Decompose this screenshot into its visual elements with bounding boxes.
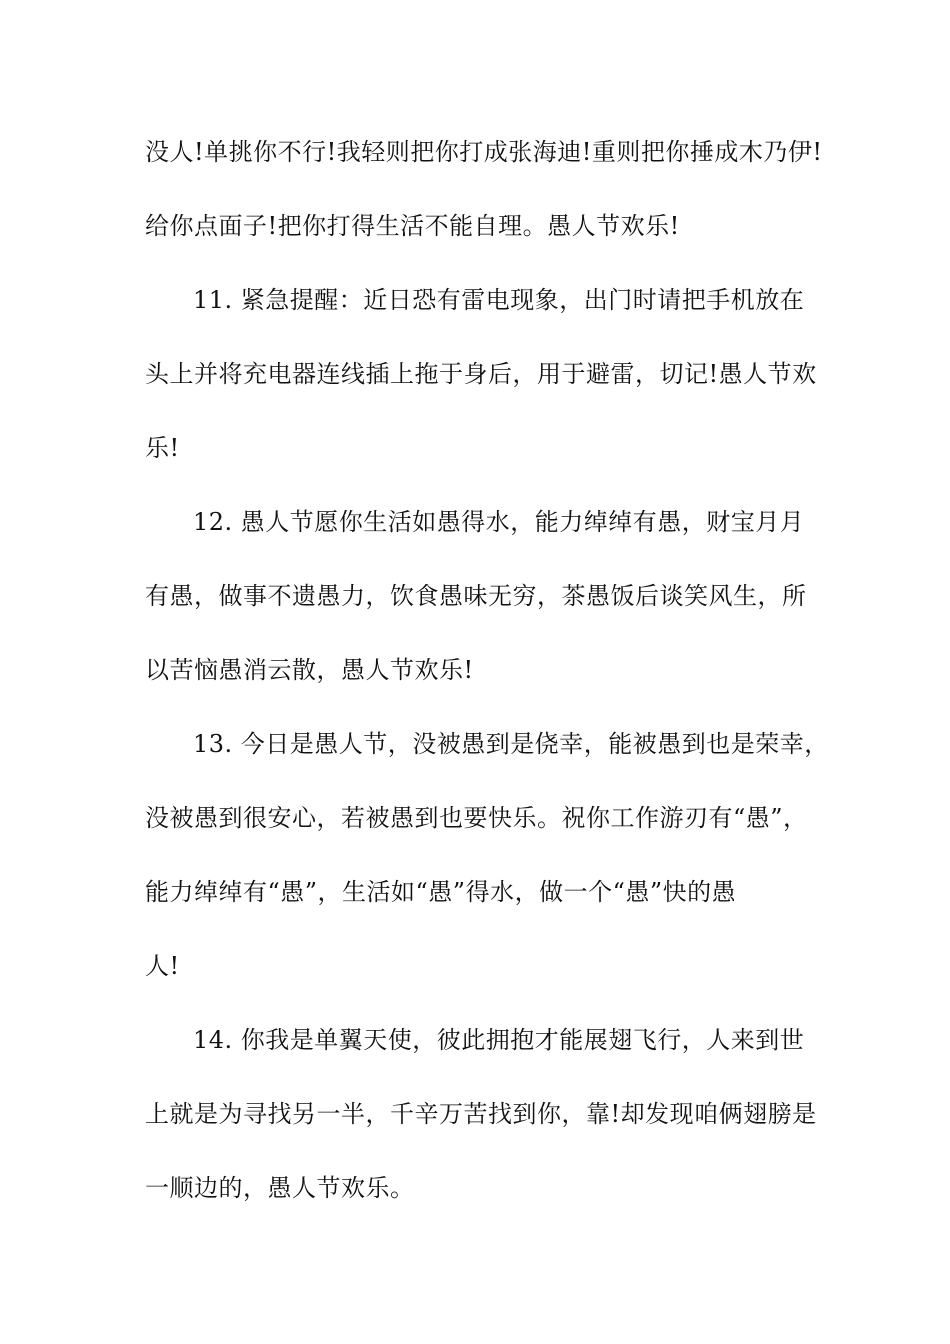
text-line: 人! (145, 952, 180, 980)
text-line: 没人!单挑你不行!我轻则把你打成张海迪!重则把你捶成木乃伊! (145, 138, 823, 166)
text-line: 给你点面子!把你打得生活不能自理。愚人节欢乐! (145, 212, 680, 240)
text-line-paragraph-12: 12. 愚人节愿你生活如愚得水，能力绰绰有愚，财宝月月 (193, 508, 805, 536)
text-line: 乐! (145, 434, 180, 462)
text-line: 有愚，做事不遗愚力，饮食愚味无穷，茶愚饭后谈笑风生，所 (145, 582, 807, 610)
text-line-paragraph-11: 11. 紧急提醒：近日恐有雷电现象，出门时请把手机放在 (193, 286, 805, 314)
text-line: 能力绰绰有“愚”，生活如“愚”得水，做一个“愚”快的愚 (145, 878, 737, 906)
text-line: 以苦恼愚消云散，愚人节欢乐! (145, 656, 474, 684)
text-line: 上就是为寻找另一半，千辛万苦找到你，靠!却发现咱俩翅膀是 (145, 1100, 817, 1128)
text-line: 没被愚到很安心，若被愚到也要快乐。祝你工作游刃有“愚”， (145, 804, 808, 832)
text-line-paragraph-13: 13. 今日是愚人节，没被愚到是侥幸，能被愚到也是荣幸， (193, 730, 829, 758)
text-line: 一顺边的，愚人节欢乐。 (145, 1174, 415, 1202)
text-line: 头上并将充电器连线插上拖于身后，用于避雷，切记!愚人节欢 (145, 360, 817, 388)
text-line-paragraph-14: 14. 你我是单翼天使，彼此拥抱才能展翅飞行，人来到世 (193, 1026, 805, 1054)
